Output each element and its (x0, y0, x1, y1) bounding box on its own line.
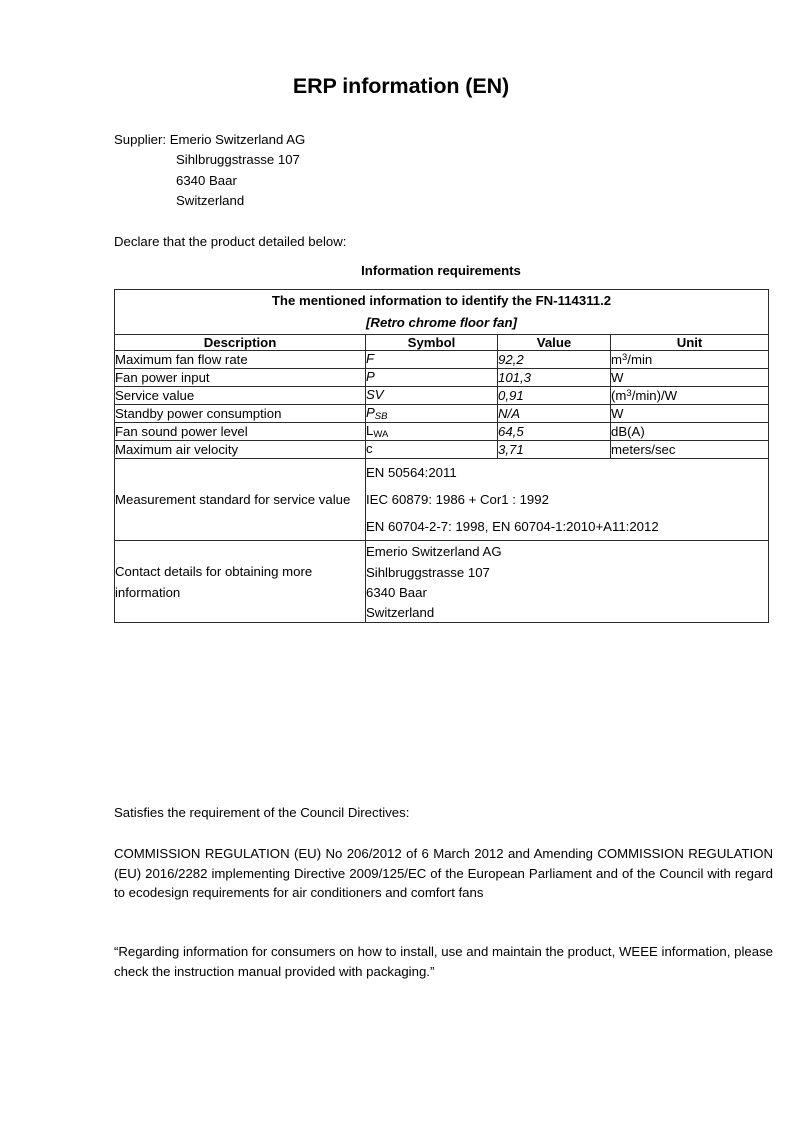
cell-description: Fan power input (115, 369, 366, 387)
cell-symbol (366, 351, 498, 369)
symbol-base: L (366, 423, 374, 439)
table-header-row (115, 335, 769, 351)
standard-line: EN 60704-2-7: 1998, EN 60704-1:2010+A11:2012 (366, 519, 659, 535)
standard-line: EN 50564:2011 (366, 465, 457, 481)
cell-value: 64,5 (498, 423, 611, 441)
page-title: ERP information (EN) (292, 74, 510, 98)
cell-unit (611, 369, 769, 387)
unit-prefix: m (611, 352, 622, 368)
symbol-base: F (366, 351, 375, 366)
column-header-unit: Unit (611, 335, 769, 351)
cell-value: N/A (498, 405, 611, 423)
supplier-address-line-3: Switzerland (176, 192, 245, 208)
table-row-measurement-standard (115, 459, 769, 541)
supplier-address-line-2: 6340 Baar (176, 172, 237, 188)
cell-description: Fan sound power level (115, 423, 366, 441)
cell-unit (611, 441, 769, 459)
erp-information-table (114, 289, 769, 623)
cell-description: Maximum air velocity (115, 441, 366, 459)
table-row (115, 351, 769, 369)
table-title-cell (115, 290, 769, 335)
table-row-contact-details (115, 541, 769, 623)
contact-line: Emerio Switzerland AG (366, 544, 502, 560)
unit-prefix: W (611, 370, 624, 386)
contact-line: Switzerland (366, 604, 435, 620)
cell-description: Contact details for obtaining more information (115, 541, 366, 623)
standard-line: IEC 60879: 1986 + Cor1 : 1992 (366, 492, 549, 508)
column-header-description: Description (115, 335, 366, 351)
contact-line: 6340 Baar (366, 585, 427, 601)
cell-unit (611, 387, 769, 405)
weee-paragraph: “Regarding information for consumers on how to install, use and maintain the product, WEEE information, please check the instruction manual provided with packaging.” (114, 944, 773, 979)
cell-unit (611, 405, 769, 423)
unit-suffix: /min (627, 352, 653, 368)
symbol-base: P (366, 405, 375, 421)
cell-standards-list (366, 459, 769, 541)
cell-symbol (366, 441, 498, 459)
unit-prefix: W (611, 406, 624, 422)
cell-symbol (366, 405, 498, 423)
cell-symbol (366, 369, 498, 387)
table-row (115, 369, 769, 387)
symbol-subscript: WA (373, 429, 389, 441)
cell-description: Service value (115, 387, 366, 405)
declare-line: Declare that the product detailed below: (114, 234, 347, 249)
table-row (115, 441, 769, 459)
cell-description: Maximum fan flow rate (115, 351, 366, 369)
table-row (115, 423, 769, 441)
unit-suffix: /min)/W (631, 388, 678, 404)
supplier-address-line-1: Sihlbruggstrasse 107 (176, 152, 300, 168)
cell-symbol (366, 423, 498, 441)
contact-line: Sihlbruggstrasse 107 (366, 565, 490, 581)
cell-contact-address (366, 541, 769, 623)
cell-symbol (366, 387, 498, 405)
supplier-block (114, 130, 305, 211)
satisfies-line: Satisfies the requirement of the Council Directives: (114, 805, 410, 820)
symbol-base: P (366, 369, 375, 385)
cell-unit (611, 423, 769, 441)
cell-unit (611, 351, 769, 369)
table-title-row (115, 290, 769, 335)
unit-prefix: meters/sec (611, 442, 676, 458)
table-subtitle: [Retro chrome floor fan] (366, 315, 517, 330)
table-row (115, 387, 769, 405)
cell-value: 3,71 (498, 441, 611, 459)
table-row (115, 405, 769, 423)
cell-value: 0,91 (498, 387, 611, 405)
supplier-name-line: Supplier: Emerio Switzerland AG (114, 132, 306, 147)
symbol-base: SV (366, 387, 384, 403)
symbol-base: c (366, 441, 373, 457)
table-title: The mentioned information to identify the FN-114311.2 (271, 293, 612, 308)
unit-prefix: dB(A) (611, 424, 645, 440)
regulation-paragraph: COMMISSION REGULATION (EU) No 206/2012 of 6 March 2012 and Amending COMMISSION REGULATION (EU) 2016/2282 implementing Directive 2009/125/EC of the European Parliament and of the Council with regard to ecodesign requirements for air conditioners and comfort fans (114, 846, 773, 901)
column-header-value: Value (498, 335, 611, 351)
cell-value: 92,2 (498, 351, 611, 369)
symbol-subscript: SB (374, 411, 388, 423)
cell-value: 101,3 (498, 369, 611, 387)
cell-description: Measurement standard for service value (115, 459, 366, 541)
unit-superscript: 3 (622, 352, 628, 364)
unit-prefix: (m (611, 388, 627, 404)
information-requirements-heading: Information requirements (361, 263, 521, 278)
unit-superscript: 3 (626, 388, 632, 400)
column-header-symbol: Symbol (366, 335, 498, 351)
cell-description: Standby power consumption (115, 405, 366, 423)
